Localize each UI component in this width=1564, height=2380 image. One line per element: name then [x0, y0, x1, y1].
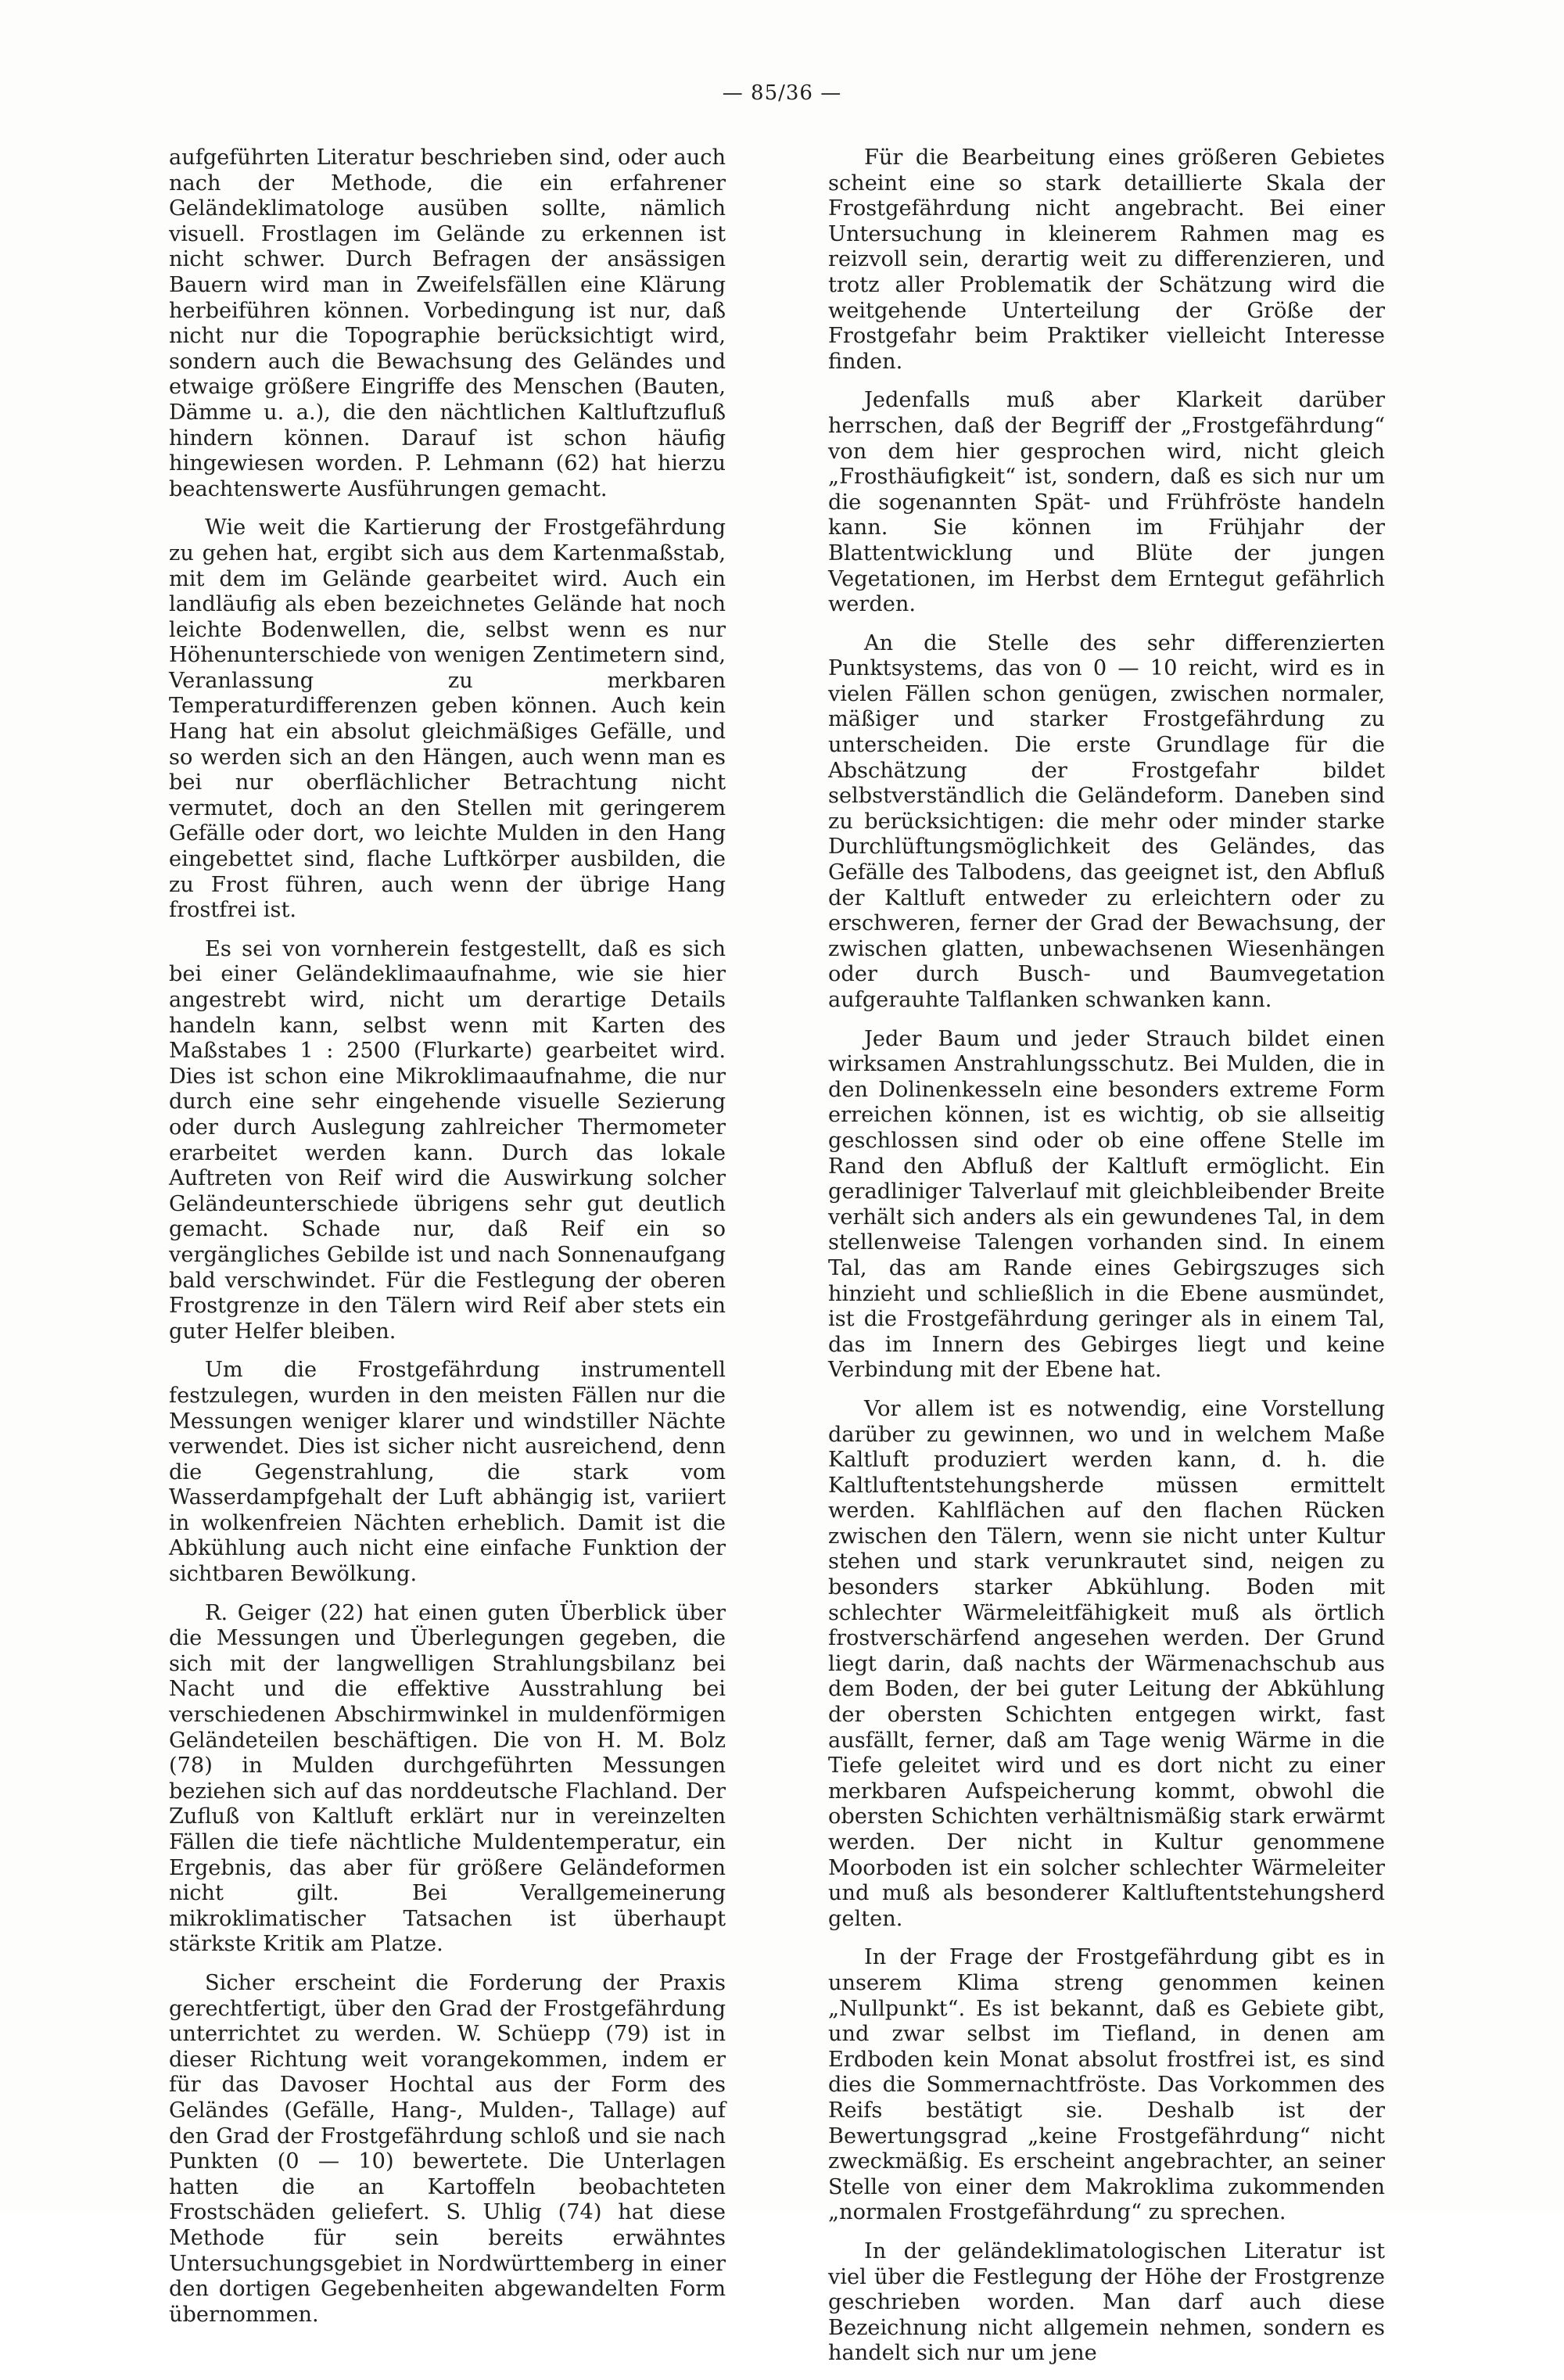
paragraph: Jedenfalls muß aber Klarkeit darüber herrschen, daß der Begriff der „Frostgefährdung“ von dem hier gesprochen wird, nicht gleich „Frosthäufigkeit“ ist, sondern, daß es sich nur um die sogenannten Spät- und Frühfröste handeln kann. Sie können im Frühjahr der Blattentwicklung und Blüte der jungen Vegetationen, im Herbst dem Erntegut gefährlich werden. [828, 388, 1385, 617]
paragraph: Vor allem ist es notwendig, eine Vorstellung darüber zu gewinnen, wo und in welchem Maße Kaltluft produziert werden kann, d. h. die Kaltluftentstehungsherde müssen ermittelt werden. Kahlflächen auf den flachen Rücken zwischen den Tälern, wenn sie nicht unter Kultur stehen und stark verunkrautet sind, neigen zu besonders starker Abkühlung. Boden mit schlechter Wärmeleitfähigkeit muß als örtlich frostverschärfend angesehen werden. Der Grund liegt darin, daß nachts der Wärmenachschub aus dem Boden, der bei guter Leitung der Abkühlung der obersten Schichten entgegen wirkt, fast ausfällt, ferner, daß am Tage wenig Wärme in die Tiefe geleitet wird und es dort nicht zu einer merkbaren Aufspeicherung kommt, obwohl die obersten Schichten verhältnismäßig stark erwärmt werden. Der nicht in Kultur genommene Moorboden ist ein solcher schlechter Wärmeleiter und muß als besonderer Kaltluftentstehungsherd gelten. [828, 1396, 1385, 1931]
paragraph: Wie weit die Kartierung der Frostgefährdung zu gehen hat, ergibt sich aus dem Kartenmaßstab, mit dem im Gelände gearbeitet wird. Auch ein landläufig als eben bezeichnetes Gelände hat noch leichte Bodenwellen, die, selbst wenn es nur Höhenunterschiede von wenigen Zentimetern sind, Veranlassung zu merkbaren Temperaturdifferenzen geben können. Auch kein Hang hat ein absolut gleichmäßiges Gefälle, und so werden sich an den Hängen, auch wenn man es bei nur oberflächlicher Betrachtung nicht vermutet, doch an den Stellen mit geringerem Gefälle oder dort, wo leichte Mulden in den Hang eingebettet sind, flache Luftkörper ausbilden, die zu Frost führen, auch wenn der übrige Hang frostfrei ist. [169, 515, 726, 923]
paragraph: Um die Frostgefährdung instrumentell festzulegen, wurden in den meisten Fällen nur die Messungen weniger klarer und windstiller Nächte verwendet. Dies ist sicher nicht ausreichend, denn die Gegenstrahlung, die stark vom Wasserdampfgehalt der Luft abhängig ist, variiert in wolkenfreien Nächten erheblich. Damit ist die Abkühlung auch nicht eine einfache Funktion der sichtbaren Bewölkung. [169, 1358, 726, 1587]
paragraph: aufgeführten Literatur beschrieben sind, oder auch nach der Methode, die ein erfahrener Geländeklimatologe ausüben sollte, nämlich visuell. Frostlagen im Gelände zu erkennen ist nicht schwer. Durch Befragen der ansässigen Bauern wird man in Zweifelsfällen eine Klärung herbeiführen können. Vorbedingung ist nur, daß nicht nur die Topographie berücksichtigt wird, sondern auch die Bewachsung des Geländes und etwaige größere Eingriffe des Menschen (Bauten, Dämme u. a.), die den nächtlichen Kaltluftzufluß hindern können. Darauf ist schon häufig hingewiesen worden. P. Lehmann (62) hat hierzu beachtenswerte Ausführungen gemacht. [169, 145, 726, 501]
right-column [828, 145, 1385, 2380]
page-number: — 85/36 — [722, 81, 842, 105]
paragraph: Jeder Baum und jeder Strauch bildet einen wirksamen Anstrahlungsschutz. Bei Mulden, die in den Dolinenkesseln eine besonders extreme Form erreichen können, ist es wichtig, ob sie allseitig geschlossen sind oder ob eine offene Stelle im Rand den Abfluß der Kaltluft ermöglicht. Ein geradliniger Talverlauf mit gleichbleibender Breite verhält sich anders als ein gewundenes Tal, in dem stellenweise Talengen vorhanden sind. In einem Tal, das am Rande eines Gebirgszuges sich hinzieht und schließlich in die Ebene ausmündet, ist die Frostgefährdung geringer als in einem Tal, das im Innern des Gebirges liegt und keine Verbindung mit der Ebene hat. [828, 1026, 1385, 1383]
paragraph: An die Stelle des sehr differenzierten Punktsystems, das von 0 — 10 reicht, wird es in vielen Fällen schon genügen, zwischen normaler, mäßiger und starker Frostgefährdung zu unterscheiden. Die erste Grundlage für die Abschätzung der Frostgefahr bildet selbstverständlich die Geländeform. Daneben sind zu berücksichtigen: die mehr oder minder starke Durchlüftungsmöglichkeit des Geländes, das Gefälle des Talbodens, das geeignet ist, den Abfluß der Kaltluft entweder zu erleichtern oder zu erschweren, ferner der Grad der Bewachsung, der zwischen glatten, unbewachsenen Wiesenhängen oder durch Busch- und Baumvegetation aufgerauhte Talflanken schwanken kann. [828, 630, 1385, 1012]
paragraph: Sicher erscheint die Forderung der Praxis gerechtfertigt, über den Grad der Frostgefährdung unterrichtet zu werden. W. Schüepp (79) ist in dieser Richtung weit vorangekommen, indem er für das Davoser Hochtal aus der Form des Geländes (Gefälle, Hang-, Mulden-, Tallage) auf den Grad der Frostgefährdung schloß und sie nach Punkten (0 — 10) bewertete. Die Unterlagen hatten die an Kartoffeln beobachteten Frostschäden geliefert. S. Uhlig (74) hat diese Methode für sein bereits erwähntes Untersuchungsgebiet in Nordwürttemberg in einer den dortigen Gegebenheiten abgewandelten Form übernommen. [169, 1970, 726, 2327]
paragraph: Es sei von vornherein festgestellt, daß es sich bei einer Geländeklimaaufnahme, wie sie hier angestrebt wird, nicht um derartige Details handeln kann, selbst wenn mit Karten des Maßstabes 1 : 2500 (Flurkarte) gearbeitet wird. Dies ist schon eine Mikroklimaaufnahme, die nur durch eine sehr eingehende visuelle Sezierung oder durch Auslegung zahlreicher Thermometer erarbeitet werden kann. Durch das lokale Auftreten von Reif wird die Auswirkung solcher Geländeunterschiede übrigens sehr gut deutlich gemacht. Schade nur, daß Reif ein so vergängliches Gebilde ist und nach Sonnenaufgang bald verschwindet. Für die Festlegung der oberen Frostgrenze in den Tälern wird Reif aber stets ein guter Helfer bleiben. [169, 936, 726, 1344]
left-column [169, 145, 726, 2341]
paragraph: Für die Bearbeitung eines größeren Gebietes scheint eine so stark detaillierte Skala der Frostgefährdung nicht angebracht. Bei einer Untersuchung in kleinerem Rahmen mag es reizvoll sein, derartig weit zu differenzieren, und trotz aller Problematik der Schätzung wird die weitgehende Unterteilung der Größe der Frostgefahr beim Praktiker vielleicht Interesse finden. [828, 145, 1385, 374]
paragraph: In der Frage der Frostgefährdung gibt es in unserem Klima streng genommen keinen „Nullpunkt“. Es ist bekannt, daß es Gebiete gibt, und zwar selbst im Tiefland, in denen am Erdboden kein Monat absolut frostfrei ist, es sind dies die Sommernachtfröste. Das Vorkommen des Reifs bestätigt sie. Deshalb ist der Bewertungsgrad „keine Frostgefährdung“ nicht zweckmäßig. Es erscheint angebrachter, an seiner Stelle von einer dem Makroklima zukommenden „normalen Frostgefährdung“ zu sprechen. [828, 1945, 1385, 2225]
paragraph: R. Geiger (22) hat einen guten Überblick über die Messungen und Überlegungen gegeben, die sich mit der langwelligen Strahlungsbilanz bei Nacht und die effektive Ausstrahlung bei verschiedenen Abschirmwinkel in muldenförmigen Geländeteilen beschäftigen. Die von H. M. Bolz (78) in Mulden durchgeführten Messungen beziehen sich auf das norddeutsche Flachland. Der Zufluß von Kaltluft erklärt nur in vereinzelten Fällen die tiefe nächtliche Muldentemperatur, ein Ergebnis, das aber für größere Geländeformen nicht gilt. Bei Verallgemeinerung mikroklimatischer Tatsachen ist überhaupt stärkste Kritik am Platze. [169, 1600, 726, 1957]
paragraph: In der geländeklimatologischen Literatur ist viel über die Festlegung der Höhe der Frostgrenze geschrieben worden. Man darf auch diese Bezeichnung nicht allgemein nehmen, sondern es handelt sich nur um jene [828, 2238, 1385, 2366]
